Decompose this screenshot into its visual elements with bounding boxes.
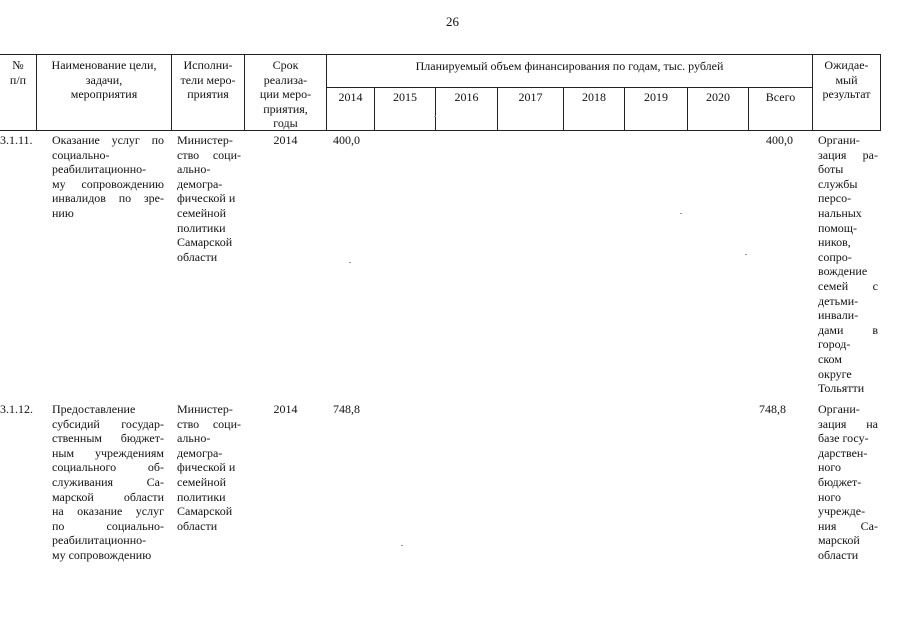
row-name: Оказание услуг по социально- реабилитационно- му сопровождению инвалидов по зре- нию (52, 133, 164, 220)
page-number: 26 (446, 14, 459, 29)
header-financing: Планируемый объем финансирования по годам, тыс. рублей (415, 59, 724, 73)
row-number: 3.1.12. (0, 402, 33, 416)
row-term: 2014 (273, 133, 298, 147)
row-number: 3.1.11. (0, 133, 33, 147)
header-year-2017: 2017 (518, 90, 543, 104)
header-year-2018: 2018 (582, 90, 606, 104)
row-value-2014: 400,0 (333, 133, 360, 147)
row-name: Предоставление субсидий государ- ственным бюджет- ным учреждениям социального об- служивания Са- марской области на оказание услуг по социально- реабилитационно- му сопровождению (52, 402, 164, 562)
header-year-2020: 2020 (706, 90, 730, 104)
header-year-2015: 2015 (393, 90, 417, 104)
scan-speck (745, 254, 747, 255)
row-total: 748,8 (759, 402, 786, 416)
row-result: Органи- зация на базе госу- дарствен- ного бюджет- ного учрежде- ния Са- марской области (818, 402, 878, 562)
scan-speck (434, 116, 436, 117)
header-total: Всего (765, 90, 796, 104)
header-year-2014: 2014 (338, 90, 363, 104)
header-result: Ожидае- мый результат (822, 58, 871, 102)
header-num: № п/п (9, 58, 27, 87)
scan-speck (401, 545, 403, 546)
header-term: Срок реализа- ции меро- приятия, годы (259, 58, 312, 131)
header-name: Наименование цели, задачи, мероприятия (51, 58, 157, 102)
row-total: 400,0 (766, 133, 793, 147)
row-executor: Министер- ство соци- ально- демогра- фической и семейной политики Самарской области (177, 402, 241, 533)
scan-speck (680, 213, 682, 214)
header-year-2019: 2019 (644, 90, 668, 104)
header-executor: Исполни- тели меро- приятия (180, 58, 236, 102)
scan-speck (349, 262, 351, 263)
row-value-2014: 748,8 (333, 402, 360, 416)
row-result: Органи- зация ра- боты службы персо- нальных помощ- ников, сопро- вождение семей с детьми- инвали- дами в город- ском округе Тольятти (818, 133, 878, 396)
header-year-2016: 2016 (454, 90, 479, 104)
row-executor: Министер- ство соци- ально- демогра- фической и семейной политики Самарской области (177, 133, 241, 264)
row-term: 2014 (273, 402, 298, 416)
